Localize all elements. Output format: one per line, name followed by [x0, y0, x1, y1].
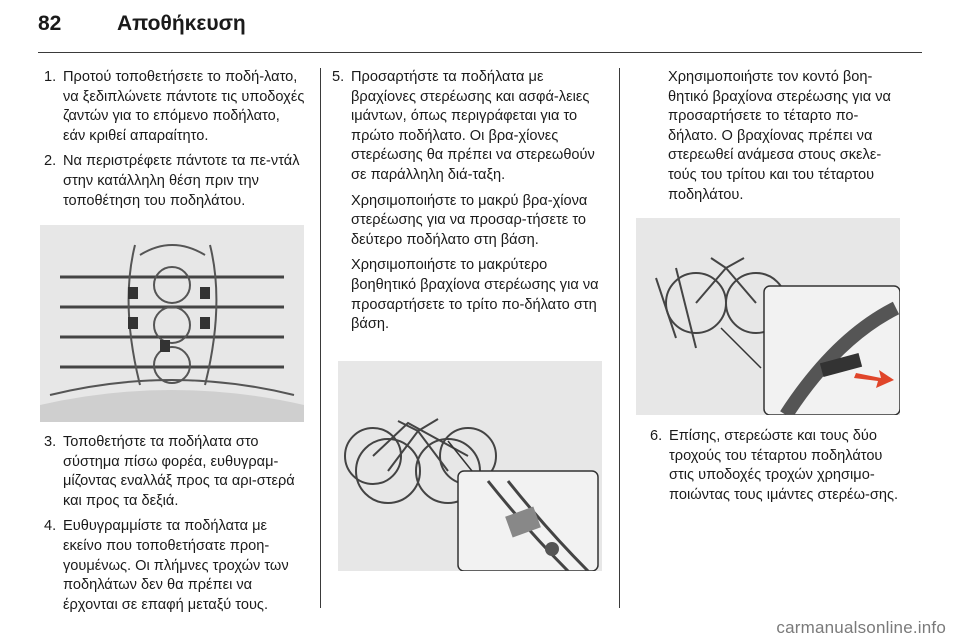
column-3-lower: [650, 427, 902, 511]
steps-list-a: [44, 68, 306, 211]
step-item: [44, 517, 306, 615]
column-1-lower: [44, 433, 306, 621]
step-number: 4.: [44, 518, 57, 535]
paragraph: Χρησιμοποιήστε το μακρύ βρα‐χίονα στερέωσης για να προσαρ‐τήσετε το δεύτερο ποδήλατο στη βάση.: [351, 192, 588, 248]
step-number: 2.: [44, 153, 57, 170]
steps-list-b: [44, 433, 306, 615]
column-1: [44, 68, 306, 217]
step-text: Τοποθετήστε τα ποδήλατα στο σύστημα πίσω φορέα, ευθυγραμ‐μίζοντας εναλλάξ προς τα αρι‐στερά και προς τα δεξιά.: [63, 434, 295, 509]
step-item: [650, 427, 902, 505]
step-item: [44, 152, 306, 211]
step-item: [44, 68, 306, 146]
steps-list-d: [650, 427, 902, 505]
column-divider: [619, 68, 620, 608]
page-header: [0, 0, 960, 62]
column-divider: [320, 68, 321, 608]
step-number: 3.: [44, 434, 57, 450]
column-3: [650, 68, 902, 211]
step-text: Προσαρτήστε τα ποδήλατα με βραχίονες στερέωσης και ασφά‐λειες ιμάντων, όπως περιγράφεται για το πρώτο ποδήλατο. Οι βρα‐χίονες στερέωσης θα πρέπει να στερεωθούν σε παράλληλη διά‐ταξη.: [351, 69, 595, 183]
step-text: Επίσης, στερεώστε και τους δύο τροχούς του τέταρτου ποδηλάτου στις υποδοχές τροχών χρησιμο‐ποιώντας τους ιμάντες στερέω‐σης.: [669, 428, 899, 503]
step-item: [332, 68, 606, 186]
watermark: carmanualsonline.info: [776, 618, 946, 637]
figure-bike-carrier-top: [40, 225, 304, 422]
paragraph: Χρησιμοποιήστε τον κοντό βοη‐θητικό βραχίονα στερέωσης για να προσαρτήσετε το τέταρτο πο‐δήλατο. Ο βραχίονας πρέπει να στερεωθεί ανάμεσα στους σκελε‐τούς του τρίτου και του τέταρτου ποδηλάτου.: [668, 69, 891, 203]
figure-bikes-mounted: [338, 361, 602, 571]
step-text: Να περιστρέφετε πάντοτε τα πε‐ντάλ στην κατάλληλη θέση πριν την τοποθέτηση του ποδηλάτου.: [63, 153, 300, 209]
paragraph: Χρησιμοποιήστε το μακρύτερο βοηθητικό βραχίονα στερέωσης για να προσαρτήσετε το τρίτο πο‐δήλατο στη βάση.: [351, 257, 599, 333]
figure-fourth-bike-strap: [636, 218, 900, 415]
header-rule: [38, 52, 922, 53]
step-number: 6.: [650, 428, 663, 444]
steps-list-c: [332, 68, 606, 186]
step-number: 1.: [44, 69, 57, 85]
step-item: [44, 433, 306, 511]
column-2: [332, 68, 606, 341]
step-text: Ευθυγραμμίστε τα ποδήλατα με εκείνο που τοποθετήσατε προη‐γουμένως. Οι πλήμνες τροχών των ποδηλάτων δεν θα πρέπει να έρχονται σε επαφή μεταξύ τους.: [63, 518, 289, 613]
page-number: 82: [38, 12, 62, 35]
bikes-mounted-illustration: [338, 361, 602, 571]
page-title: Αποθήκευση: [117, 12, 246, 35]
step-number: 5.: [332, 69, 345, 85]
bike-carrier-illustration: [40, 225, 304, 422]
step-text: Προτού τοποθετήσετε το ποδή‐λατο, να ξεδιπλώνετε πάντοτε τις υποδοχές ζαντών για το επόμενο ποδήλατο, εάν κριθεί απαραίτητο.: [63, 69, 305, 144]
fourth-bike-strap-illustration: [636, 218, 900, 415]
